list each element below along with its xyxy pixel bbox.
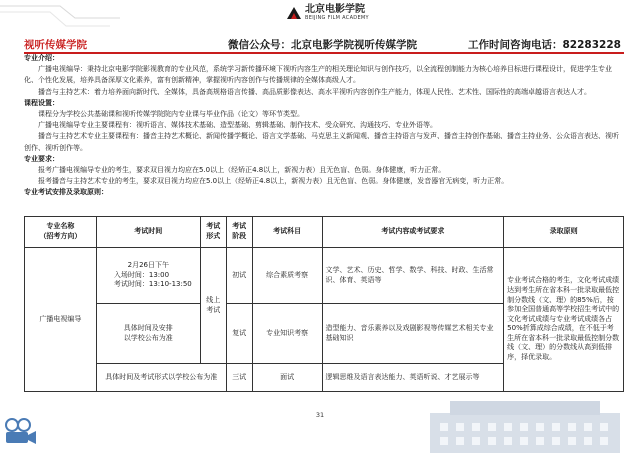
- body-paragraph: 广播电视编导：秉持北京电影学院影视教育的专业风范，系统学习新传播环境下视听内容生产的相关理论知识与创作技巧，以全流程创制能力为核心培养目标进行课程设计，促进学生专业化、个性化发展，培养具备深厚文化素养，富有创新精神，掌握视听内容创作与传播规律的全媒体高级人才。: [24, 65, 612, 85]
- logo-text-cn: 北京电影学院: [305, 4, 365, 15]
- header-time: 考试时间: [96, 217, 200, 248]
- cell-content: 逻辑思维及语言表达能力、英语听说、才艺展示等: [322, 364, 504, 392]
- section-heading: 课程设置：: [24, 98, 59, 107]
- campus-building-watermark: [410, 383, 640, 453]
- section-heading: 专业要求：: [24, 154, 59, 163]
- section-heading: 专业考试安排及录取原则：: [24, 188, 108, 197]
- page-number: 31: [315, 411, 325, 419]
- cell-time: 具体时间及考试形式以学校公布为准: [96, 364, 226, 392]
- exam-date: 2月26日下午: [127, 261, 169, 270]
- cell-time: 具体时间及安排 以学校公布为准: [96, 304, 200, 364]
- header-stage: 考试 阶段: [226, 217, 252, 248]
- academy-logo: [286, 5, 369, 21]
- cell-content: 文学、艺术、历史、哲学、数学、科技、时政、生活常识、体育、英语等: [322, 248, 504, 304]
- cell-subject: 面试: [252, 364, 322, 392]
- cell-time: [96, 248, 200, 304]
- exam-time-detail: 入场时间：13:00 考试时间：13:10-13:50: [113, 270, 192, 289]
- school-name: 视听传媒学院: [24, 39, 87, 51]
- header-major: 专业名称 （招考方向）: [25, 217, 97, 248]
- cell-form: 线上 考试: [200, 248, 226, 364]
- cell-subject: 综合素质考察: [252, 248, 322, 304]
- header-bar: [20, 37, 624, 51]
- cell-major: 广播电视编导: [25, 248, 97, 392]
- cell-content: 造型能力、音乐素养以及戏剧影视等传媒艺术相关专业基础知识: [322, 304, 504, 364]
- section-heading: 专业介绍：: [24, 54, 59, 62]
- body-paragraph: 播音与主持艺术：着力培养面向新时代、全媒体，具备高规格语言传播、高品质影像表达、高水平视听内容创作生产能力，体现人民性、艺术性、国际性的高端卓越语言表达人才。: [38, 87, 591, 96]
- cell-stage: 初试: [226, 248, 252, 304]
- table-header-row: [25, 217, 624, 248]
- film-camera-icon: [2, 417, 38, 447]
- body-paragraph: 课程分为学校公共基础课和视听传媒学院院内专业课与毕业作品（论文）等环节类型。: [38, 110, 304, 119]
- logo-text-en: BEIJING FILM ACADEMY: [305, 15, 369, 21]
- cell-subject: 专业知识考察: [252, 304, 322, 364]
- header-content: 考试内容或考试要求: [322, 217, 504, 248]
- header-form: 考试 形式: [200, 217, 226, 248]
- cell-admission: 专业考试合格的考生，文化考试成绩达到考生所在省本科一批录取最低控制分数线（文、理）的85%后，按参加全国普通高等学校招生考试中的文化考试成绩与专业考试成绩各占50%折算成综合成绩，在不低于考生所在省本科一批录取最低控制分数线（文、理）的分数线从高到低排序，择优录取。: [504, 248, 624, 392]
- wechat-account: 微信公众号：北京电影学院视听传媒学院: [228, 39, 417, 51]
- corner-decoration: [0, 0, 120, 34]
- header-subject: 考试科目: [252, 217, 322, 248]
- body-paragraph: 报考广播电视编导专业的考生，要求双目视力均应在5.0以上（经矫正4.8以上，新视力表）且无色盲、色弱。身体健康，听力正常。: [38, 166, 446, 175]
- cell-stage: 三试: [226, 364, 252, 392]
- contact-phone: 工作时间咨询电话：82283228: [468, 39, 621, 51]
- document-body: [24, 53, 624, 199]
- body-paragraph: 广播电视编导专业主要课程有：视听语言、媒体技术基础、造型基础、剪辑基础、制作技术、受众研究、沟通技巧、专业外语等。: [38, 121, 437, 130]
- body-paragraph: 报考播音与主持艺术专业的考生，要求双目视力均应在5.0以上（经矫正4.8以上，新视力表）且无色盲、色弱。身体健康，发音器官无病变，听力正常。: [38, 177, 509, 186]
- table-row: [25, 248, 624, 304]
- header-admission: 录取原则: [504, 217, 624, 248]
- cell-stage: 复试: [226, 304, 252, 364]
- academy-logo-icon: [286, 6, 302, 20]
- exam-schedule-table: [24, 216, 624, 392]
- body-paragraph: 播音与主持艺术专业主要课程有：播音主持艺术概论、新闻传播学概论、语言文学基础、马克思主义新闻观、播音主持语言与发声、播音主持创作基础、播音主持业务、公众语言表达、视听创作、视听创作等。: [24, 132, 619, 152]
